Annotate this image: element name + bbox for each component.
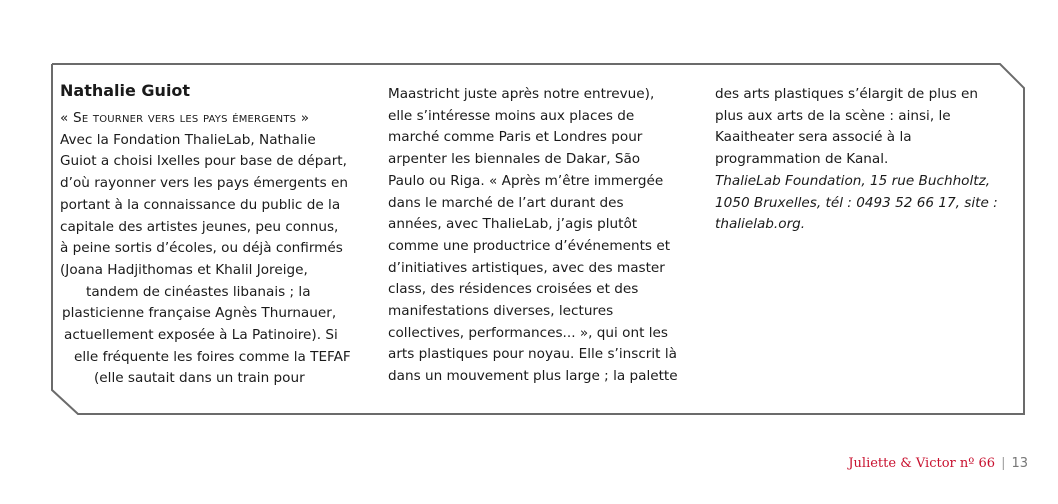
page-number: 13 bbox=[1011, 456, 1028, 471]
text-line: dans le marché de l’art durant des bbox=[388, 194, 624, 211]
text-line: d’initiatives artistiques, avec des master bbox=[388, 259, 665, 276]
text-line: elle s’intéresse moins aux places de bbox=[388, 107, 635, 124]
text-line: capitale des artistes jeunes, peu connus, bbox=[60, 218, 339, 235]
contact-info-line: ThalieLab Foundation, 15 rue Buchholtz, bbox=[715, 172, 991, 189]
text-line: tandem de cinéastes libanais ; la bbox=[86, 283, 311, 300]
footer-separator: | bbox=[1001, 456, 1006, 471]
text-line: Guiot a choisi Ixelles pour base de départ, bbox=[60, 153, 347, 170]
page-footer bbox=[848, 456, 1028, 471]
article-heading: Nathalie Guiot bbox=[60, 81, 191, 100]
text-line: (Joana Hadjithomas et Khalil Joreige, bbox=[60, 261, 308, 278]
text-line: elle fréquente les foires comme la TEFAF bbox=[74, 348, 351, 365]
text-line: des arts plastiques s’élargit de plus en bbox=[715, 86, 978, 102]
text-line: dans un mouvement plus large ; la palette bbox=[388, 368, 678, 385]
text-line: Maastricht juste après notre entrevue), bbox=[388, 86, 655, 102]
text-line: programmation de Kanal. bbox=[715, 151, 889, 168]
text-line: marché comme Paris et Londres pour bbox=[388, 129, 643, 146]
text-line: portant à la connaissance du public de la bbox=[60, 196, 341, 213]
text-line: collectives, performances... », qui ont les bbox=[388, 324, 668, 341]
text-line: arts plastiques pour noyau. Elle s’inscrit là bbox=[388, 346, 677, 363]
contact-info-line: 1050 Bruxelles, tél : 0493 52 66 17, site : bbox=[715, 194, 998, 211]
text-line: actuellement exposée à La Patinoire). Si bbox=[64, 327, 338, 344]
article-column-2 bbox=[388, 84, 698, 388]
text-line: plasticienne française Agnès Thurnauer, bbox=[62, 305, 337, 322]
text-line: class, des résidences croisées et des bbox=[388, 281, 639, 298]
text-line: Kaaitheater sera associé à la bbox=[715, 129, 912, 146]
text-line: années, avec ThalieLab, j’agis plutôt bbox=[388, 216, 638, 233]
text-line: plus aux arts de la scène : ainsi, le bbox=[715, 107, 951, 124]
text-line: arpenter les biennales de Dakar, São bbox=[388, 151, 641, 168]
article-column-3 bbox=[715, 84, 1005, 236]
text-line: à peine sortis d’écoles, ou déjà confirmés bbox=[60, 240, 343, 257]
text-line: Paulo ou Riga. « Après m’être immergée bbox=[388, 172, 664, 189]
text-line: (elle sautait dans un train pour bbox=[94, 370, 305, 387]
text-line: Avec la Fondation ThalieLab, Nathalie bbox=[60, 131, 316, 148]
magazine-name: Juliette & Victor nº 66 bbox=[848, 456, 996, 471]
text-line: manifestations diverses, lectures bbox=[388, 303, 614, 320]
contact-info-line: thalielab.org. bbox=[715, 216, 806, 233]
article-subheading: « Se tourner vers les pays émergents » bbox=[60, 110, 310, 126]
text-line: comme une productrice d’événements et bbox=[388, 237, 671, 254]
text-line: d’où rayonner vers les pays émergents en bbox=[60, 175, 348, 192]
